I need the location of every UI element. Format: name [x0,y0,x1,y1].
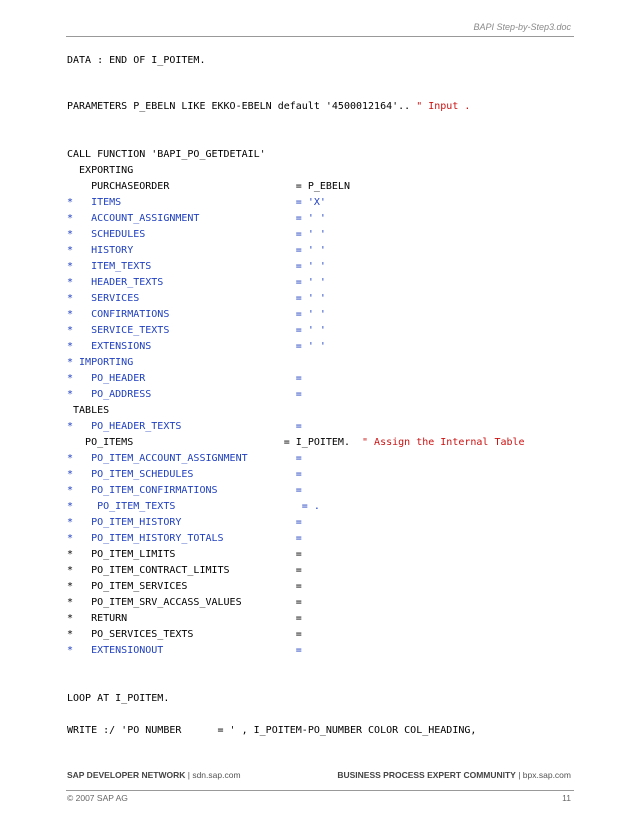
code-comment-line: * ITEMS = 'X' [67,197,326,208]
code-comment-line: * ACCOUNT_ASSIGNMENT = ' ' [67,213,326,224]
network-name: SAP DEVELOPER NETWORK [67,770,186,780]
code-comment-line: * SCHEDULES = ' ' [67,229,326,240]
code-comment-line: * EXTENSIONOUT = [67,645,302,656]
code-line: PURCHASEORDER = P_EBELN [67,181,350,192]
code-line: * PO_ITEM_SRV_ACCASS_VALUES = [67,597,302,608]
community-name: BUSINESS PROCESS EXPERT COMMUNITY [337,770,516,780]
code-comment-line: * SERVICE_TEXTS = ' ' [67,325,326,336]
footer-separator: | [185,770,193,780]
code-line: * PO_ITEM_LIMITS = [67,549,302,560]
code-line: LOOP AT I_POITEM. [67,693,170,704]
code-text: PO_ITEMS = I_POITEM. [67,437,363,448]
code-line: DATA : END OF I_POITEM. [67,55,206,66]
footer-community [337,770,571,780]
code-line: * PO_ITEM_CONTRACT_LIMITS = [67,565,302,576]
code-line [67,437,525,449]
network-url: sdn.sap.com [192,770,241,780]
code-line: WRITE :/ 'PO NUMBER = ' , I_POITEM-PO_NUMBER COLOR COL_HEADING, [67,725,477,736]
code-text: PARAMETERS P_EBELN LIKE EKKO-EBELN default '4500012164'.. [67,101,417,112]
code-comment-line: * HEADER_TEXTS = ' ' [67,277,326,288]
code-line [67,101,470,113]
code-comment: " Assign the Internal Table [362,437,525,448]
code-comment-line: * PO_HEADER = [67,373,302,384]
footer-separator: | [515,770,523,780]
code-line: CALL FUNCTION 'BAPI_PO_GETDETAIL' [67,149,266,160]
community-url: bpx.sap.com [522,770,571,780]
code-comment-line: * PO_HEADER_TEXTS = [67,421,302,432]
footer-rule [66,790,574,791]
code-comment-line: * HISTORY = ' ' [67,245,326,256]
footer-network [67,770,241,780]
code-comment-line: * PO_ITEM_ACCOUNT_ASSIGNMENT = [67,453,302,464]
code-line: * PO_SERVICES_TEXTS = [67,629,302,640]
code-comment-line: * CONFIRMATIONS = ' ' [67,309,326,320]
code-line: TABLES [67,405,110,416]
code-comment: " Input . [416,101,471,112]
document-filename: BAPI Step-by-Step3.doc [473,22,571,32]
code-comment-line: * EXTENSIONS = ' ' [67,341,326,352]
page-number: 11 [562,793,571,803]
code-comment-line: * PO_ADDRESS = [67,389,302,400]
code-comment-line: * PO_ITEM_SCHEDULES = [67,469,302,480]
code-comment-line: * PO_ITEM_CONFIRMATIONS = [67,485,302,496]
code-comment-line: * SERVICES = ' ' [67,293,326,304]
code-comment-line: * ITEM_TEXTS = ' ' [67,261,326,272]
code-comment-line: * IMPORTING [67,357,134,368]
code-line: * RETURN = [67,613,302,624]
header-rule [66,36,574,37]
code-line: EXPORTING [67,165,134,176]
code-comment-line: * PO_ITEM_HISTORY_TOTALS = [67,533,302,544]
code-comment-line: * PO_ITEM_TEXTS = . [67,501,320,512]
code-comment-line: * PO_ITEM_HISTORY = [67,517,302,528]
code-line: * PO_ITEM_SERVICES = [67,581,302,592]
copyright: © 2007 SAP AG [67,793,128,803]
